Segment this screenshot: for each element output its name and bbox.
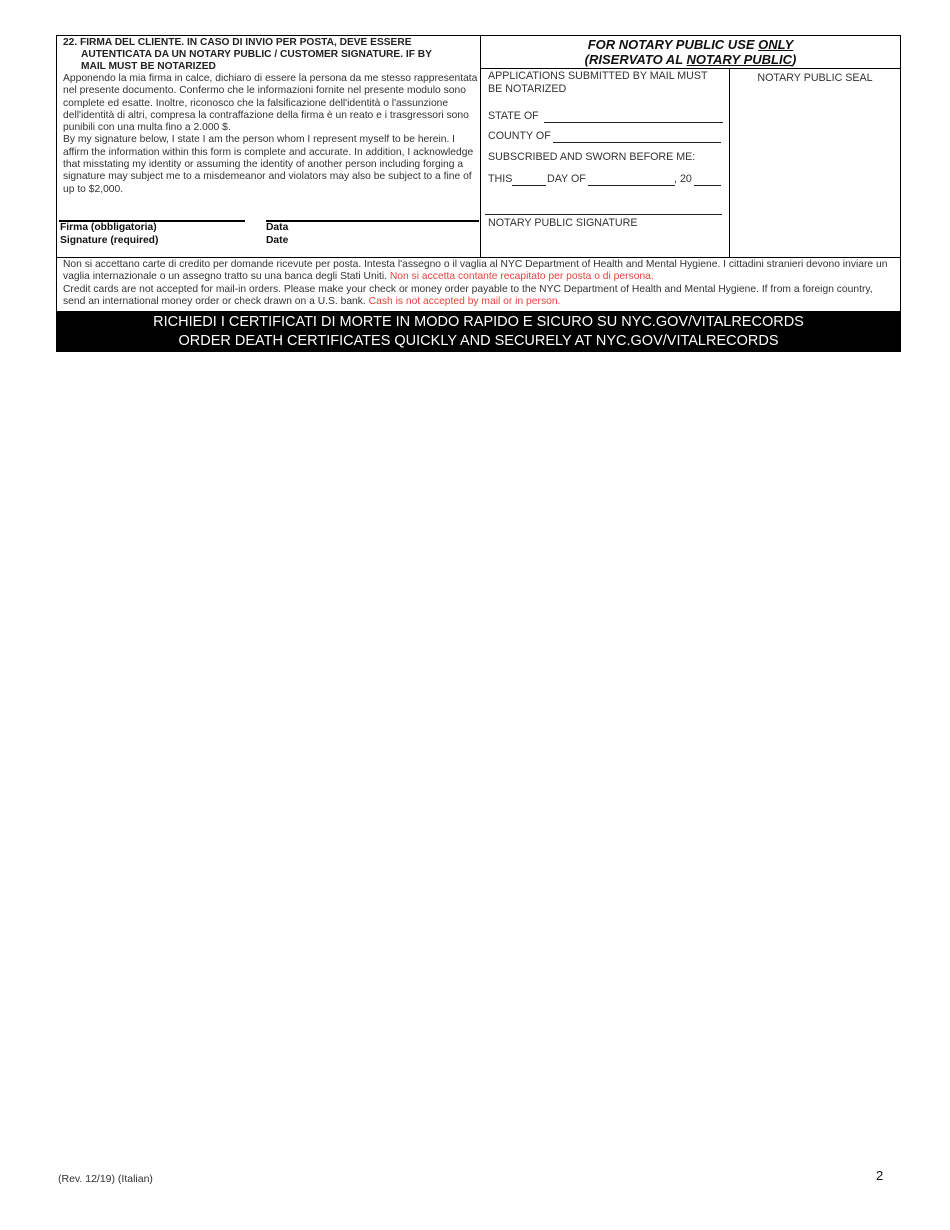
date-line[interactable]: [266, 220, 479, 222]
notary-header-pre: FOR NOTARY PUBLIC USE: [587, 37, 759, 52]
signature-label-it: Firma (obbligatoria): [60, 222, 157, 233]
notary-header-line2-pre: (RISERVATO AL: [584, 52, 687, 67]
banner-line-english: ORDER DEATH CERTIFICATES QUICKLY AND SECURELY AT NYC.GOV/VITALRECORDS: [178, 333, 779, 349]
year-label: , 20: [674, 173, 692, 185]
notary-header-line2: [481, 52, 900, 67]
notary-header: [481, 36, 900, 69]
date-label-en: Date: [266, 234, 289, 246]
banner-line-italian: RICHIEDI I CERTIFICATI DI MORTE IN MODO RAPIDO E SICURO SU NYC.GOV/VITALRECORDS: [153, 314, 804, 330]
day-of-label: DAY OF: [547, 173, 586, 185]
notary-signature-label: NOTARY PUBLIC SIGNATURE: [488, 217, 638, 229]
signature-statement-english: By my signature below, I state I am the person whom I represent myself to be herein. I affirm the information within this form is complete and accurate. In addition, I acknowledge that misstating my identity or assuming the identity of another person including forging a signature may subject me to a misdemeanor and violators may also be subject to a fine of up to $2,000.: [63, 134, 474, 195]
form-section: [56, 35, 901, 352]
date-label: [266, 222, 288, 247]
section-22-title: [63, 37, 475, 73]
date-label-it: Data: [266, 222, 289, 233]
notary-seal-area: [730, 69, 900, 257]
county-of-label: COUNTY OF: [488, 130, 551, 142]
payment-notice-italian: Non si accettano carte di credito per domande ricevute per posta. Intesta l'assegno o il vaglia al NYC Department of Health and Mental Hygiene. I cittadini stranieri devono inviare un vaglia internazionale o un assegno tratto su una banca degli Stati Uniti.: [63, 259, 888, 283]
sworn-label: SUBSCRIBED AND SWORN BEFORE ME:: [488, 151, 696, 163]
vital-records-banner: [57, 311, 900, 351]
signature-statement-italian: Apponendo la mia firma in calce, dichiaro di essere la persona da me stesso rappresentata nel presente documento. Confermo che le informazioni fornite nel presente modulo sono complete ed esatte. Inoltre, riconosco che la falsificazione dell'identità o l'assunzione dell'identità di altri, compresa la contraffazione della firma è un reato e i trasgressori sono punibili con una multa fino a 2.000 $.: [63, 73, 478, 134]
payment-notice: [57, 257, 900, 311]
customer-signature-section: [57, 36, 481, 257]
notary-header-line1: [481, 37, 900, 52]
notary-seal-label: NOTARY PUBLIC SEAL: [757, 72, 873, 84]
payment-cash-notice-english: Cash is not accepted by mail or in person.: [368, 295, 561, 307]
this-day-field[interactable]: [512, 185, 546, 186]
notary-header-only: ONLY: [758, 37, 794, 52]
notary-signature-line[interactable]: [485, 214, 722, 215]
page-number: 2: [876, 1168, 884, 1183]
revision-label: (Rev. 12/19) (Italian): [58, 1173, 153, 1185]
section-22-title-line3: MAIL MUST BE NOTARIZED: [81, 61, 216, 72]
signature-label-en: Signature (required): [60, 234, 159, 246]
year-field[interactable]: [694, 185, 721, 186]
notary-fields: [481, 69, 730, 257]
month-field[interactable]: [588, 185, 675, 186]
section-22-title-line2: AUTENTICATA DA UN NOTARY PUBLIC / CUSTOMER SIGNATURE. IF BY: [81, 49, 432, 60]
section-22-title-line1: 22. FIRMA DEL CLIENTE. IN CASO DI INVIO PER POSTA, DEVE ESSERE: [63, 37, 412, 48]
county-of-field[interactable]: [553, 142, 721, 143]
notary-header-line2-underlined: NOTARY PUBLIC: [686, 52, 792, 67]
signature-label: [60, 222, 158, 247]
signature-statement: [63, 73, 483, 196]
state-of-label: STATE OF: [488, 110, 539, 122]
state-of-field[interactable]: [544, 122, 723, 123]
payment-notice-english: Credit cards are not accepted for mail-in orders. Please make your check or money order payable to the NYC Department of Health and Mental Hygiene. If from a foreign country, send an international money order or check drawn on a U.S. bank.: [63, 283, 873, 307]
mail-notarized-notice: APPLICATIONS SUBMITTED BY MAIL MUST BE NOTARIZED: [488, 70, 708, 95]
notary-header-line2-post: ): [791, 52, 797, 67]
payment-cash-notice-italian: Non si accetta contante recapitato per posta o di persona.: [389, 271, 654, 283]
this-label: THIS: [488, 173, 513, 185]
